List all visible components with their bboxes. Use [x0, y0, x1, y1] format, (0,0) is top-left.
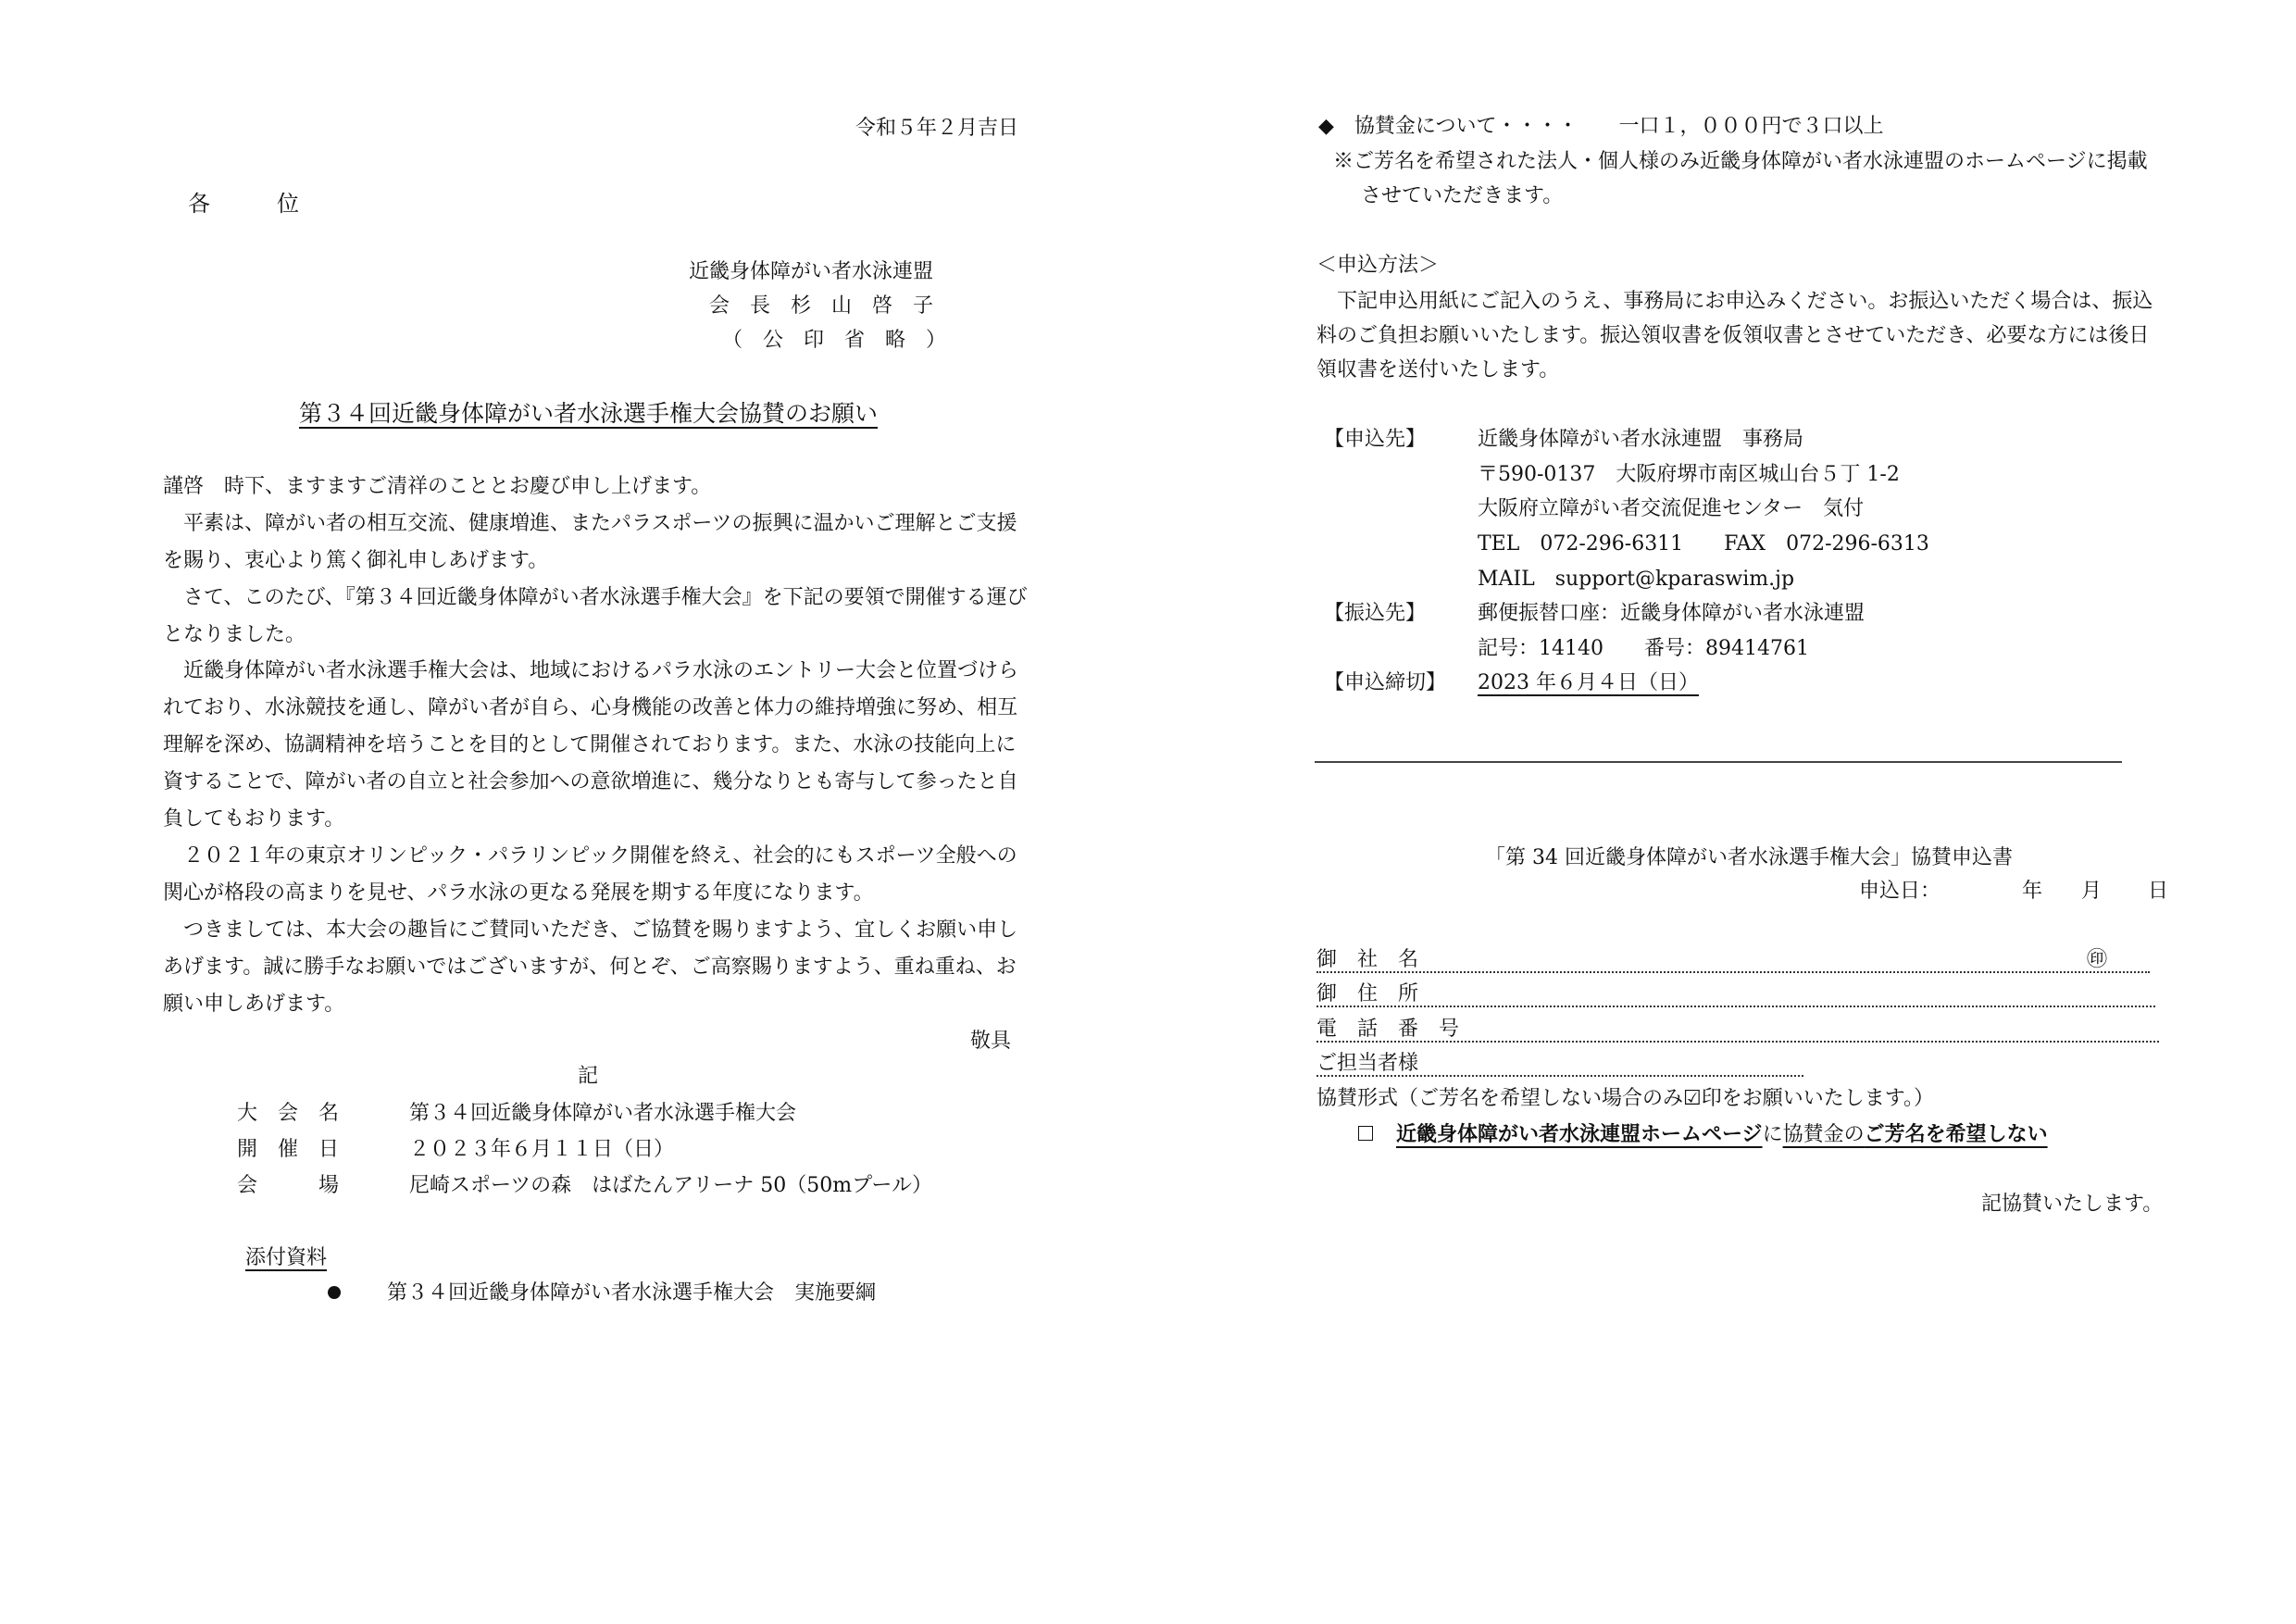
- seal-omitted-note: （ 公 印 省 略 ）: [722, 329, 947, 352]
- body-line: となりました。: [163, 623, 306, 646]
- publish-note: ※ご芳名を希望された法人・個人様のみ近畿身体障がい者水泳連盟のホームページに掲載: [1333, 150, 2148, 173]
- detail-value: 第３４回近畿身体障がい者水泳選手権大会: [409, 1102, 797, 1125]
- letter-date: 令和５年２月吉日: [855, 117, 1019, 140]
- form-date-day: 日: [2148, 880, 2169, 903]
- body-line: ２０２１年の東京オリンピック・パラリンピック開催を終え、社会的にもスポーツ全般への: [163, 844, 1017, 868]
- sponsorship-format-line: 協賛形式（ご芳名を希望しない場合のみ☑印をお願いいたします。）: [1316, 1087, 1934, 1110]
- sender-org: 近畿身体障がい者水泳連盟: [689, 260, 934, 283]
- field-label-company: 御 社 名: [1316, 948, 1419, 971]
- method-heading: ＜申込方法＞: [1316, 254, 1440, 277]
- method-line: 料のご負担お願いいたします。振込領収書を仮領収書とさせていただき、必要な方には後日: [1316, 324, 2150, 347]
- contact-label: 【申込先】: [1324, 428, 1427, 451]
- body-line: 願い申しあげます。: [163, 993, 345, 1016]
- address-field[interactable]: [1316, 1006, 2155, 1007]
- detail-label: 大 会 名: [237, 1102, 340, 1125]
- body-line: 負してもおります。: [163, 807, 345, 831]
- no-name-publish-checkbox[interactable]: [1358, 1126, 1373, 1141]
- contact-value: 大阪府立障がい者交流促進センター 気付: [1478, 497, 1865, 520]
- contact-email[interactable]: MAIL support@kparaswim.jp: [1478, 568, 1795, 591]
- final-line: 記協賛いたします。: [1981, 1193, 2164, 1216]
- contact-value: 記号：14140 番号：89414761: [1478, 637, 1809, 660]
- contact-value: TEL 072-296-6311 FAX 072-296-6313: [1478, 532, 1929, 556]
- deadline-value: 2023 年６月４日（日）: [1478, 671, 1699, 694]
- ki-heading: 記: [578, 1065, 599, 1088]
- fee-line: ◆ 協賛金について・・・・ 一口１，０００円で３口以上: [1318, 115, 1884, 138]
- form-date-month: 月: [2081, 880, 2103, 903]
- closing-keigu: 敬具: [970, 1030, 1012, 1053]
- body-line: 平素は、障がい者の相互交流、健康増進、またパラスポーツの振興に温かいご理解とご支援: [163, 512, 1017, 535]
- addressee: 各 位: [188, 191, 299, 217]
- body-line: 資することで、障がい者の自立と社会参加への意欲増進に、幾分なりとも寄与して参ったと自: [163, 770, 1018, 793]
- checkbox-label-part: 近畿身体障がい者水泳連盟ホームページ: [1396, 1122, 1763, 1146]
- checkbox-label-part: に: [1762, 1123, 1783, 1146]
- body-line: を賜り、衷心より篤く御礼申しあげます。: [163, 549, 549, 572]
- body-line: 理解を深め、協調精神を培うことを目的として開催されております。また、水泳の技能向上に: [163, 733, 1017, 756]
- body-line: れており、水泳競技を通し、障がい者が自ら、心身機能の改善と体力の維持増強に努め、相互: [163, 696, 1018, 719]
- method-line: 下記申込用紙にご記入のうえ、事務局にお申込みください。お振込いただく場合は、振込: [1316, 290, 2153, 313]
- field-label-contact-person: ご担当者様: [1316, 1052, 1419, 1075]
- field-label-address: 御 住 所: [1316, 982, 1419, 1006]
- checkbox-label-part: 協賛金の: [1782, 1123, 1865, 1146]
- body-line: つきましては、本大会の趣旨にご賛同いただき、ご協賛を賜りますよう、宜しくお願い申し: [163, 918, 1018, 942]
- section-divider: [1315, 761, 2122, 763]
- method-line: 領収書を送付いたします。: [1316, 358, 1560, 381]
- phone-field[interactable]: [1316, 1041, 2159, 1043]
- sender-name: 会 長 杉 山 啓 子: [709, 294, 934, 318]
- checkbox-label-part: ご芳名を希望しない: [1864, 1122, 2048, 1146]
- body-line: 関心が格段の高まりを見せ、パラ水泳の更なる発展を期する年度になります。: [163, 881, 874, 905]
- field-label-phone: 電 話 番 号: [1316, 1018, 1460, 1041]
- contact-value: 近畿身体障がい者水泳連盟 事務局: [1478, 428, 1804, 451]
- attachments-label: 添付資料: [245, 1246, 328, 1269]
- seal-mark-icon: ㊞: [2087, 948, 2108, 971]
- body-line: 近畿身体障がい者水泳選手権大会は、地域におけるパラ水泳のエントリー大会と位置づけら: [163, 659, 1019, 682]
- form-title: 「第 34 回近畿身体障がい者水泳選手権大会」協賛申込書: [1485, 846, 2013, 869]
- attachment-item: 第３４回近畿身体障がい者水泳選手権大会 実施要綱: [387, 1281, 877, 1305]
- body-line: 謹啓 時下、ますますご清祥のこととお慶び申し上げます。: [163, 475, 712, 498]
- body-line: さて、このたび、『第３４回近畿身体障がい者水泳選手権大会』を下記の要領で開催する運び: [163, 586, 1028, 609]
- detail-label: 会 場: [237, 1174, 340, 1197]
- body-line: あげます。誠に勝手なお願いではございますが、何とぞ、ご高察賜りますよう、重ね重ね、お: [163, 956, 1017, 979]
- bullet-icon: [328, 1286, 341, 1299]
- detail-label: 開 催 日: [237, 1138, 340, 1161]
- contact-value: 郵便振替口座：近畿身体障がい者水泳連盟: [1478, 602, 1866, 625]
- form-date-label: 申込日：: [1859, 880, 1941, 903]
- detail-value: 尼崎スポーツの森 はばたんアリーナ 50（50mプール）: [409, 1174, 932, 1197]
- publish-note-cont: させていただきます。: [1361, 184, 1564, 207]
- company-name-field[interactable]: [1316, 971, 2150, 973]
- contact-label: 【申込締切】: [1324, 671, 1447, 694]
- detail-value: ２０２３年６月１１日（日）: [409, 1138, 675, 1161]
- contact-person-field[interactable]: [1316, 1075, 1803, 1077]
- checkbox-label: [1396, 1124, 2048, 1145]
- contact-value: 〒590-0137 大阪府堺市南区城山台５丁 1-2: [1478, 463, 1900, 486]
- contact-label: 【振込先】: [1324, 602, 1427, 625]
- form-date-year: 年: [2022, 880, 2043, 903]
- letter-title: 第３４回近畿身体障がい者水泳選手権大会協賛のお願い: [299, 400, 879, 427]
